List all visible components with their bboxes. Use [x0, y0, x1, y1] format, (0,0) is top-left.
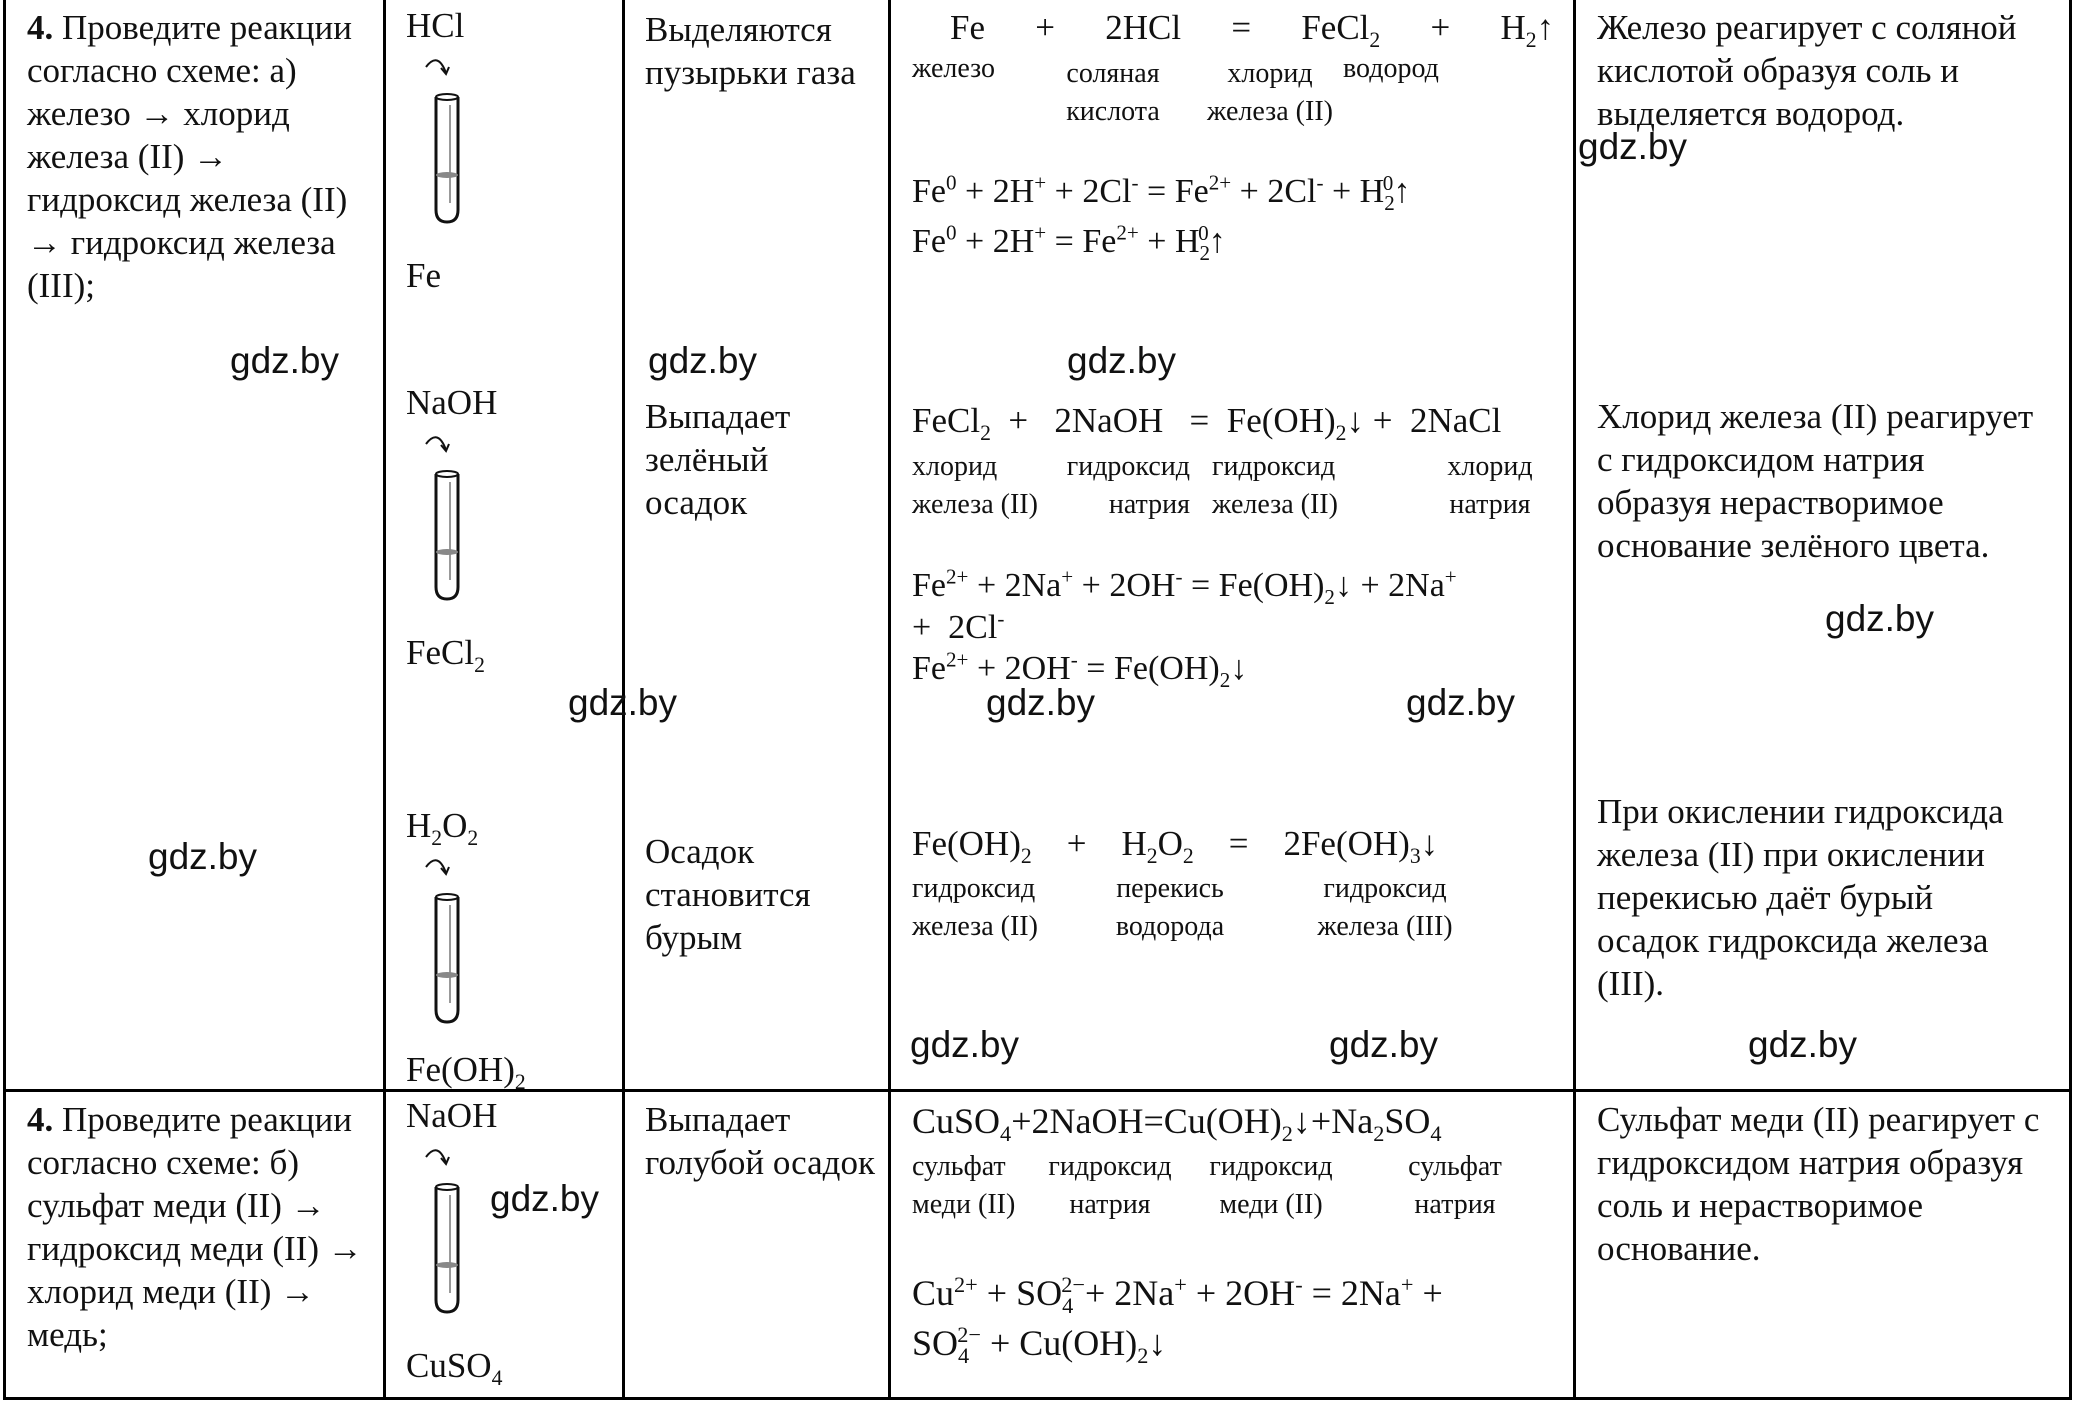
- table-border-left: [3, 0, 6, 1400]
- watermark: gdz.by: [1329, 1024, 1439, 1065]
- test-tube-icon: [420, 432, 470, 607]
- equation-4: $CuSO_4+2NaOH=Cu(OH)_2↓+Na_2SO_4$: [912, 1101, 1442, 1147]
- conclusion-4: Сульфат меди (II) реагирует с гидроксидом натрия образуя соль и нерастворимое основание.: [1597, 1100, 2040, 1268]
- eq1-label-3: хлорид железа (II): [1207, 58, 1333, 127]
- row-divider: [3, 1089, 2072, 1092]
- equation-1: Fe + 2HCl = FeCl$_2$ + $H_2↑$: [950, 8, 1555, 52]
- watermark: gdz.by: [1406, 682, 1516, 723]
- eq1-label-1: железо: [912, 53, 996, 84]
- eq1-label-4: водород: [1343, 53, 1439, 84]
- task-b-cell: [27, 1098, 367, 1356]
- ionic-full-4: $Cu^{2+} + SO_4^{2-}+ 2Na^+ + 2OH^- = 2Na^+$ + $SO_4^{2-}$ + $Cu(OH)_2↓$: [912, 1272, 1443, 1369]
- eq2-label-3: гидроксид железа (II): [1212, 451, 1338, 520]
- eq2-label-4: хлорид натрия: [1447, 451, 1533, 520]
- task-b-number: 4.: [27, 1100, 54, 1139]
- ionic-short-2: $Fe^{2+} + 2OH^-$ = $Fe(OH)_2↓$: [912, 647, 1248, 692]
- watermark: gdz.by: [1067, 340, 1177, 381]
- eq1-label-2: соляная кислота: [1066, 58, 1160, 127]
- test-tube-icon: [420, 1145, 470, 1320]
- ionic-short-1: $Fe^0 + 2H^+ = Fe^{2+}$ + $H_2^0↑$: [912, 220, 1226, 265]
- observation-4: Выпадает голубой осадок: [645, 1100, 875, 1182]
- reagent-naoh-2: NaOH: [406, 1096, 498, 1135]
- column-divider-1: [383, 0, 386, 1400]
- task-b-text: Проведите реакции согласно схеме: б) сульфат меди (II) → гидроксид меди (II) → хлорид меди (II) → медь;: [27, 1100, 363, 1354]
- equation-3: $Fe(OH)_2$ + $H_2O_2$ = $2Fe(OH)_3↓$: [912, 824, 1439, 868]
- watermark: gdz.by: [568, 682, 678, 723]
- test-tube-icon: [420, 855, 470, 1030]
- eq2-label-1: хлорид железа (II): [912, 451, 1038, 520]
- conclusion-3: При окислении гидроксида железа (II) при окислении перекисью даёт бурый осадок гидроксида железа (III).: [1597, 792, 2004, 1003]
- task-a-number: 4.: [27, 8, 54, 47]
- watermark: gdz.by: [148, 836, 258, 877]
- watermark: gdz.by: [648, 340, 758, 381]
- watermark: gdz.by: [1748, 1024, 1858, 1065]
- eq3-label-3: гидроксид железа (III): [1317, 873, 1453, 942]
- observation-3: Осадок становится бурым: [645, 832, 811, 957]
- eq4-label-1: сульфат меди (II): [912, 1151, 1016, 1220]
- watermark: gdz.by: [230, 340, 340, 381]
- column-divider-3: [888, 0, 891, 1400]
- column-divider-4: [1573, 0, 1576, 1400]
- reagent-h2o2: $H_2O_2$: [406, 806, 479, 850]
- watermark: gdz.by: [1825, 598, 1935, 639]
- table-border-right: [2069, 0, 2072, 1400]
- eq4-label-3: гидроксид меди (II): [1209, 1151, 1333, 1220]
- eq3-label-1: гидроксид железа (II): [912, 873, 1038, 942]
- observation-1: Выделяются пузырьки газа: [645, 10, 856, 92]
- watermark: gdz.by: [986, 682, 1096, 723]
- watermark: gdz.by: [1578, 126, 1688, 167]
- table-border-bottom: [3, 1397, 2072, 1400]
- substance-feoh2: $Fe(OH)_2$: [406, 1050, 526, 1094]
- watermark: gdz.by: [910, 1024, 1020, 1065]
- eq2-label-2: гидроксид натрия: [1066, 451, 1190, 520]
- equation-2: FeCl$_2$ + 2NaOH = $Fe(OH)_2↓$ + 2NaCl: [912, 401, 1502, 445]
- substance-fecl2: FeCl$_2$: [406, 633, 485, 677]
- task-a-cell: [27, 6, 367, 307]
- conclusion-1: Железо реагирует с соляной кислотой образуя соль и выделяется водород.: [1597, 8, 2017, 133]
- observation-2: Выпадает зелёный осадок: [645, 397, 791, 522]
- watermark: gdz.by: [490, 1178, 600, 1219]
- eq4-label-2: гидроксид натрия: [1048, 1151, 1172, 1220]
- eq4-label-4: сульфат натрия: [1408, 1151, 1502, 1220]
- task-a-text: Проведите реакции согласно схеме: а) железо → хлорид железа (II) → гидроксид железа (II) → гидроксид железа (III);: [27, 8, 352, 305]
- ionic-full-1: $Fe^0 + 2H^+ + 2Cl^- = Fe^{2+} + 2Cl^-$ + $H_2^0↑$: [912, 170, 1411, 215]
- substance-fe: Fe: [406, 256, 441, 295]
- ionic-full-2: $Fe^{2+} + 2Na^+ + 2OH^-$ = $Fe(OH)_2↓ + 2Na^+$ + 2Cl-: [912, 564, 1457, 646]
- test-tube-icon: [420, 55, 470, 230]
- conclusion-2: Хлорид железа (II) реагирует с гидроксидом натрия образуя нерастворимое основание зелёного цвета.: [1597, 397, 2034, 565]
- substance-cuso4: CuSO$_4$: [406, 1346, 503, 1390]
- reagent-naoh-1: NaOH: [406, 383, 498, 422]
- reagent-hcl: HCl: [406, 6, 465, 45]
- eq3-label-2: перекись водорода: [1115, 873, 1225, 942]
